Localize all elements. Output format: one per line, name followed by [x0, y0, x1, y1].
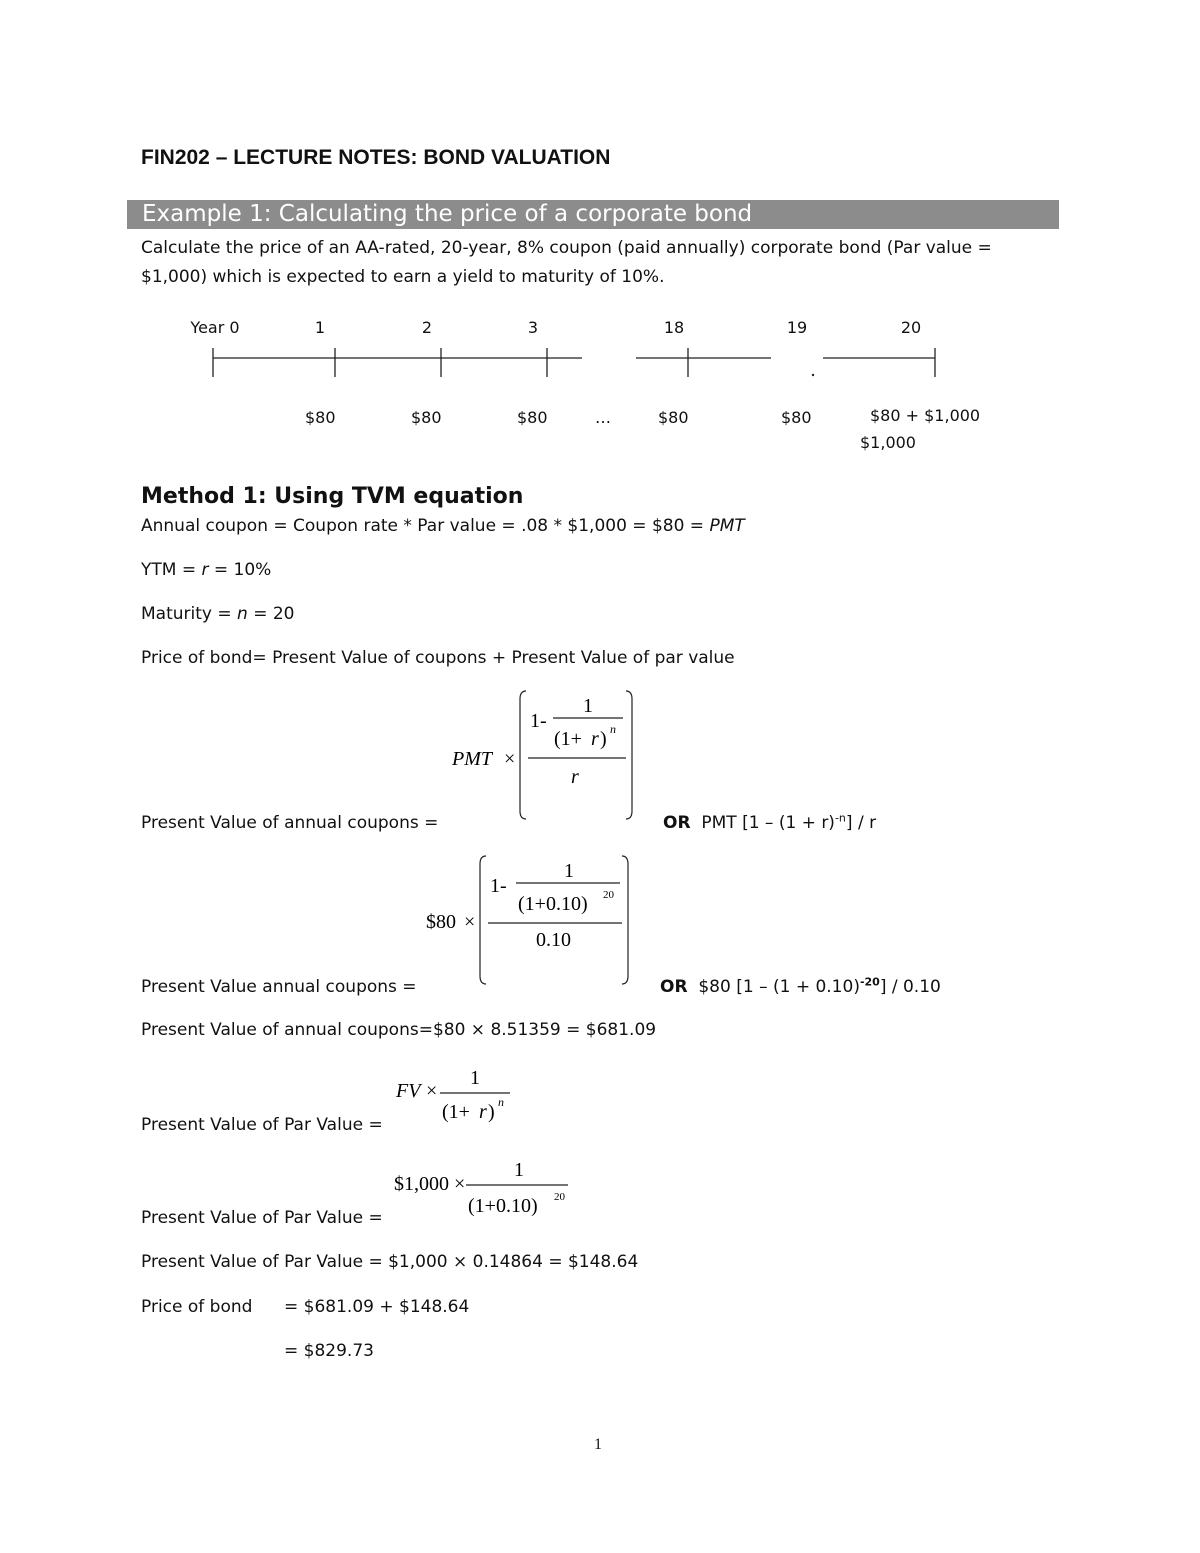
pv-annuity-numeric-formula	[420, 850, 640, 990]
cash-flow-1: $80	[305, 408, 336, 427]
annual-coupon-text: Annual coupon = Coupon rate * Par value = .08 * $1,000 = $80 =	[141, 516, 710, 536]
ytm-prefix: YTM =	[141, 560, 202, 580]
pv-coupons-label-2: Present Value annual coupons =	[141, 977, 417, 997]
timeline-diagram	[0, 0, 1200, 400]
pv-par-formula	[390, 1060, 530, 1130]
pv-par-numeric-one-plus-rate: (1+0.10)	[468, 1195, 538, 1217]
timeline-label-3: 3	[527, 318, 539, 337]
pv-par-result: Present Value of Par Value = $1,000 × 0.14864 = $148.64	[141, 1252, 639, 1272]
numeric-denominator-rate: 0.10	[536, 929, 571, 951]
cash-flow-19: $80	[781, 408, 812, 427]
pv-par-numerator-one: 1	[470, 1067, 480, 1089]
maturity-variable: n	[237, 604, 248, 624]
annual-coupon-line	[141, 516, 745, 536]
formula-pmt: PMT	[452, 748, 492, 770]
pv-par-label: Present Value of Par Value =	[141, 1115, 383, 1135]
ytm-line	[141, 560, 271, 580]
timeline-label-20: 20	[900, 318, 922, 337]
alt-formula-1	[663, 813, 876, 833]
cash-flow-18: $80	[658, 408, 689, 427]
cash-flow-3: $80	[517, 408, 548, 427]
formula-one-plus: (1+	[554, 728, 582, 750]
problem-statement-line-1: Calculate the price of an AA-rated, 20-year, 8% coupon (paid annually) corporate bond (Par value =	[141, 238, 992, 258]
problem-statement-line-2: $1,000) which is expected to earn a yield to maturity of 10%.	[141, 267, 665, 287]
timeline-label-19: 19	[786, 318, 808, 337]
timeline-label-year-0: Year 0	[190, 318, 240, 337]
timeline-dot	[812, 374, 814, 376]
price-of-bond-label: Price of bond	[141, 1297, 253, 1317]
numeric-one-plus-rate: (1+0.10)	[518, 893, 588, 915]
alt-formula-2-exponent: -20	[859, 975, 880, 989]
formula-right-bracket	[626, 691, 632, 819]
alt-formula-1-exponent: -n	[834, 811, 846, 825]
pv-par-exponent-n: n	[498, 1095, 504, 1109]
formula-close-paren: )	[600, 728, 607, 750]
pv-par-close-paren: )	[488, 1101, 495, 1123]
pv-par-one-plus: (1+	[442, 1101, 470, 1123]
pv-par-label-2: Present Value of Par Value =	[141, 1208, 383, 1228]
cash-flow-2: $80	[411, 408, 442, 427]
numeric-one-minus: 1-	[490, 875, 507, 897]
pv-par-numeric-exponent-20: 20	[554, 1191, 565, 1203]
alt-formula-2-text: $80 [1 – (1 + 0.10)	[698, 977, 860, 997]
ytm-value: = 10%	[208, 560, 272, 580]
formula-numerator-one: 1	[583, 695, 593, 717]
numeric-formula-left-bracket	[480, 856, 486, 984]
document-title: FIN202 – LECTURE NOTES: BOND VALUATION	[141, 146, 611, 169]
or-label-2: OR	[660, 977, 688, 997]
pv-par-numeric-one: 1	[514, 1159, 524, 1181]
maturity-prefix: Maturity =	[141, 604, 238, 624]
page-number: 1	[594, 1436, 602, 1453]
maturity-line	[141, 604, 294, 624]
pv-coupons-label: Present Value of annual coupons =	[141, 813, 439, 833]
annual-coupon-pmt: PMT	[709, 516, 745, 536]
numeric-times: ×	[464, 911, 476, 933]
formula-times: ×	[504, 748, 516, 770]
example-heading: Example 1: Calculating the price of a corporate bond	[142, 201, 753, 227]
pv-coupons-result: Present Value of annual coupons=$80 × 8.51359 = $681.09	[141, 1020, 657, 1040]
timeline-label-18: 18	[663, 318, 685, 337]
numeric-numerator-one: 1	[564, 860, 574, 882]
timeline-label-1: 1	[314, 318, 326, 337]
pv-par-fv: FV	[396, 1080, 421, 1102]
formula-exponent-n: n	[610, 722, 616, 736]
alt-formula-2	[660, 977, 941, 997]
numeric-formula-right-bracket	[622, 856, 628, 984]
pv-par-numeric-thousand: $1,000	[394, 1173, 449, 1195]
alt-formula-1-text: PMT [1 – (1 + r)	[701, 813, 835, 833]
or-label-1: OR	[663, 813, 691, 833]
maturity-value: = 20	[247, 604, 295, 624]
numeric-eighty: $80	[426, 911, 456, 933]
pv-par-times: ×	[426, 1080, 438, 1102]
cash-flow-20-par: $1,000	[860, 433, 916, 452]
formula-one-minus: 1-	[530, 710, 547, 732]
price-of-bond-result: = $829.73	[284, 1341, 374, 1361]
cash-flow-ellipsis: …	[595, 408, 611, 427]
price-of-bond-sum: = $681.09 + $148.64	[284, 1297, 470, 1317]
price-definition: Price of bond= Present Value of coupons + Present Value of par value	[141, 648, 735, 668]
formula-denominator-r: r	[571, 766, 579, 788]
numeric-exponent-20: 20	[603, 889, 614, 901]
alt-formula-2-tail: ] / 0.10	[879, 977, 941, 997]
pv-par-numeric-times: ×	[454, 1173, 466, 1195]
cash-flow-20: $80 + $1,000	[870, 406, 981, 425]
ytm-variable: r	[201, 560, 209, 580]
formula-left-bracket	[520, 691, 526, 819]
alt-formula-1-tail: ] / r	[845, 813, 877, 833]
timeline-label-2: 2	[421, 318, 433, 337]
pv-par-r: r	[479, 1101, 487, 1123]
pv-par-numeric-formula	[388, 1152, 588, 1222]
method-1-heading: Method 1: Using TVM equation	[141, 484, 524, 509]
pv-annuity-formula	[440, 685, 650, 825]
formula-r: r	[591, 728, 599, 750]
